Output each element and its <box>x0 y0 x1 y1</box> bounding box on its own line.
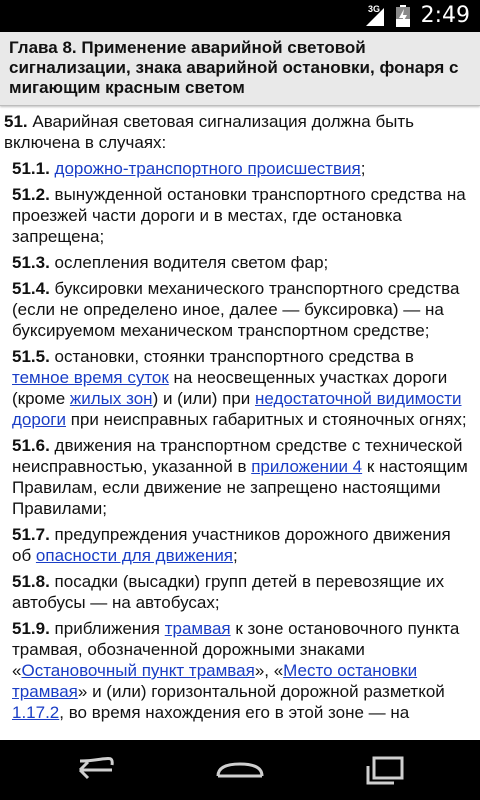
item-text: при неисправных габаритных и стояночных огнях; <box>65 410 467 429</box>
term-link[interactable]: Остановочный пункт трамвая <box>21 661 255 680</box>
list-item <box>12 524 472 566</box>
items-list <box>4 158 472 723</box>
list-item <box>12 252 472 273</box>
item-text: ; <box>360 159 366 178</box>
article-page[interactable] <box>0 32 480 740</box>
recents-icon[interactable] <box>352 752 416 788</box>
list-item <box>12 184 472 247</box>
article-content <box>0 106 480 723</box>
intro-text: Аварийная световая сигнализация должна быть включена в случаях: <box>4 112 415 152</box>
term-link[interactable]: недостаточной видимости дороги <box>12 389 462 429</box>
item-text: посадки (высадки) групп детей в перевозящие их автобусы — на автобусах; <box>12 572 445 612</box>
item-number: 51.4. <box>12 279 50 298</box>
list-item <box>12 278 472 341</box>
list-item <box>12 346 472 430</box>
item-text: ; <box>233 546 238 565</box>
item-text: к зоне остановочного пункта трамвая, обозначенной дорожными знаками « <box>12 619 460 680</box>
list-item <box>12 158 472 179</box>
item-number: 51.6. <box>12 436 50 455</box>
item-text: буксировки механического транспортного средства (если не определено иное, далее — буксировка) — на буксируемом механическом транспортном средстве; <box>12 279 460 340</box>
term-link[interactable]: трамвая <box>164 619 231 638</box>
item-text: ) и (или) при <box>152 389 256 408</box>
item-number: 51.1. <box>12 159 50 178</box>
home-icon[interactable] <box>208 752 272 788</box>
status-bar <box>0 0 480 32</box>
item-number: 51.2. <box>12 185 50 204</box>
back-icon[interactable] <box>64 752 128 788</box>
term-link[interactable]: приложении 4 <box>251 457 363 476</box>
term-link[interactable]: темное время суток <box>12 368 169 387</box>
battery-charging-icon <box>396 5 410 27</box>
item-number: 51.9. <box>12 619 50 638</box>
list-item <box>12 571 472 613</box>
signal-icon <box>366 8 384 26</box>
item-text: приближения <box>54 619 165 638</box>
item-text: , во время нахождения его в этой зоне — на <box>59 703 410 722</box>
item-text: остановки, стоянки транспортного средства в <box>54 347 414 366</box>
item-number: 51.3. <box>12 253 50 272</box>
item-text: движения на транспортном средстве с технической неисправностью, указанной в <box>12 436 463 476</box>
item-number: 51.7. <box>12 525 50 544</box>
item-text: вынужденной остановки транспортного средства на проезжей части дороги и в местах, где остановка запрещена; <box>12 185 466 246</box>
term-link[interactable]: Место остановки трамвая <box>12 661 418 701</box>
term-link[interactable]: опасности для движения <box>35 546 234 565</box>
item-text: ослепления водителя светом фар; <box>54 253 329 272</box>
clock: 2:49 <box>420 3 470 28</box>
item-text: предупреждения участников дорожного движения об <box>12 525 451 565</box>
item-number: 51.5. <box>12 347 50 366</box>
term-link[interactable]: дорожно-транспортного происшествия <box>54 159 361 178</box>
term-link[interactable]: 1.17.2 <box>12 703 60 722</box>
chapter-title: Глава 8. Применение аварийной световой сигнализации, знака аварийной остановки, фонаря с мигающим красным светом <box>0 32 480 106</box>
list-item <box>12 618 472 723</box>
item-number: 51.8. <box>12 572 50 591</box>
term-link[interactable]: жилых зон <box>69 389 153 408</box>
intro-paragraph <box>4 111 472 153</box>
network-type: 3G <box>367 4 380 14</box>
item-number: 51. <box>4 112 28 131</box>
item-text: » и (или) горизонтальной дорожной разметкой <box>77 682 445 701</box>
item-text: на неосвещенных участках дороги (кроме <box>12 368 448 408</box>
item-text: к настоящим Правилам, если движение не запрещено настоящими Правилами; <box>12 457 468 518</box>
list-item <box>12 435 472 519</box>
navigation-bar <box>0 740 480 800</box>
item-text: », « <box>254 661 284 680</box>
